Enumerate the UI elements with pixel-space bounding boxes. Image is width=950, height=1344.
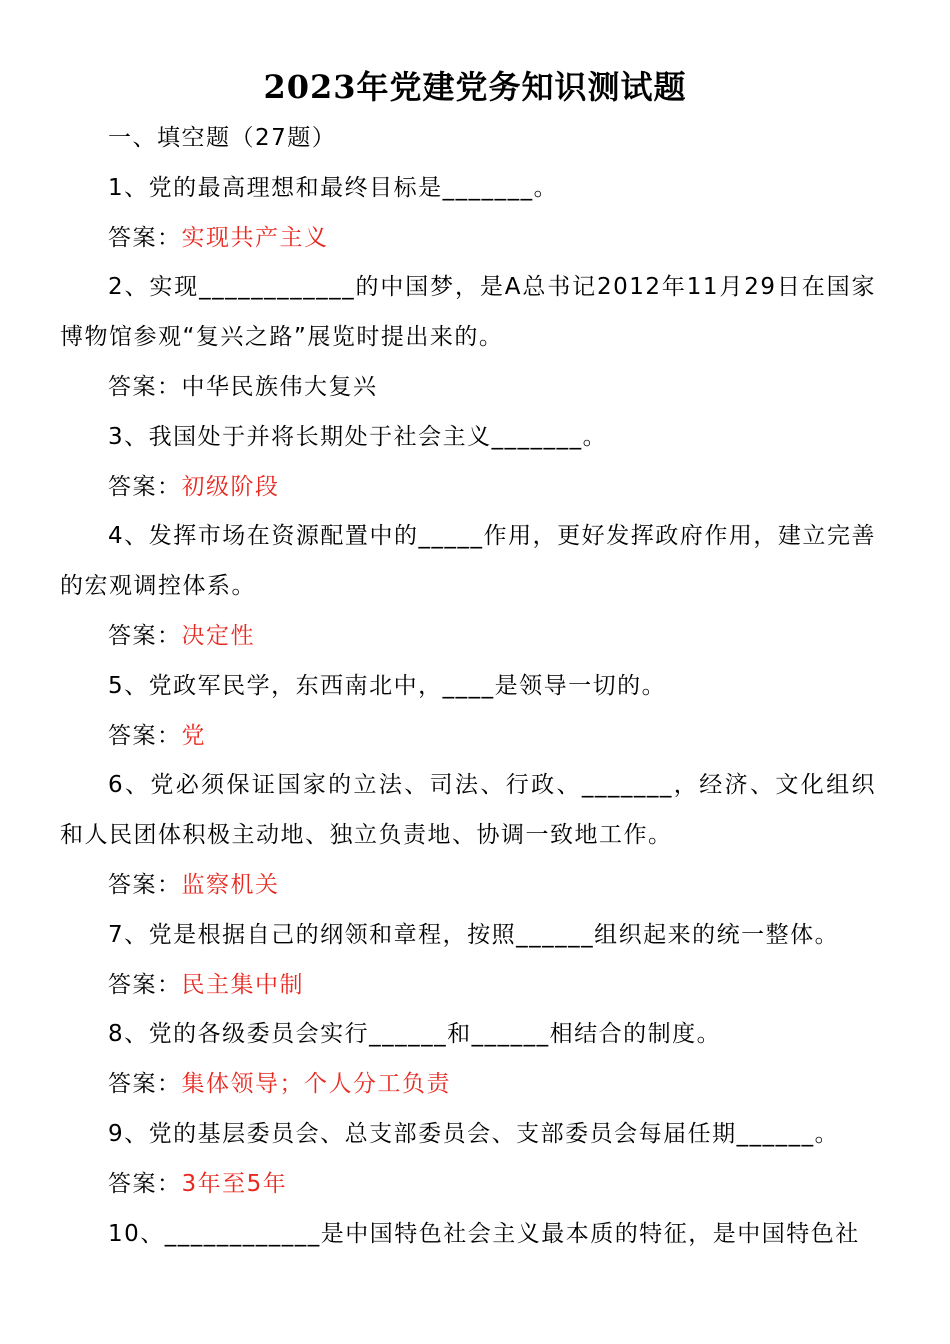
answer-8 bbox=[60, 1060, 876, 1110]
question-9: 9、党的基层委员会、总支部委员会、支部委员会每届任期______。 bbox=[108, 1120, 840, 1147]
question-3: 3、我国处于并将长期处于社会主义_______。 bbox=[108, 423, 608, 450]
answer-label: 答案： bbox=[108, 473, 182, 500]
answer-9 bbox=[60, 1160, 876, 1210]
answer-2 bbox=[60, 363, 876, 413]
answer-label: 答案： bbox=[108, 622, 182, 649]
answer-label: 答案： bbox=[108, 722, 182, 749]
answer-4 bbox=[60, 612, 876, 662]
answer-value: 3年至5年 bbox=[181, 1170, 288, 1197]
answer-label: 答案： bbox=[108, 971, 182, 998]
answer-value: 集体领导；个人分工负责 bbox=[181, 1071, 451, 1098]
answer-value: 决定性 bbox=[181, 622, 255, 649]
question-2: 2、实现____________的中国梦，是A总书记2012年11月29日在国家博物馆参观“复兴之路”展览时提出来的。 bbox=[60, 274, 876, 351]
answer-label: 答案： bbox=[108, 871, 182, 898]
answer-label: 答案： bbox=[108, 1071, 182, 1098]
section-heading: 一、填空题（27题） bbox=[108, 125, 337, 151]
answer-value: 初级阶段 bbox=[181, 473, 280, 500]
answer-7 bbox=[60, 961, 876, 1011]
question-7: 7、党是根据自己的纲领和章程，按照______组织起来的统一整体。 bbox=[108, 921, 840, 948]
answer-value: 民主集中制 bbox=[181, 971, 304, 998]
answer-value: 实现共产主义 bbox=[181, 224, 329, 251]
answer-label: 答案： bbox=[108, 373, 182, 400]
answer-value: 党 bbox=[181, 722, 206, 749]
question-5: 5、党政军民学，东西南北中，____是领导一切的。 bbox=[108, 672, 667, 699]
answer-3 bbox=[60, 463, 876, 513]
answer-label: 答案： bbox=[108, 1170, 182, 1197]
question-1: 1、党的最高理想和最终目标是_______。 bbox=[108, 174, 559, 201]
question-8: 8、党的各级委员会实行______和______相结合的制度。 bbox=[108, 1021, 722, 1048]
question-10: 10、____________是中国特色社会主义最本质的特征，是中国特色社 bbox=[108, 1220, 860, 1247]
document-title: 2023年党建党务知识测试题 bbox=[263, 68, 687, 106]
document-body bbox=[60, 114, 876, 1259]
answer-1 bbox=[60, 214, 876, 264]
answer-5 bbox=[60, 712, 876, 762]
answer-value: 中华民族伟大复兴 bbox=[181, 373, 378, 400]
answer-value: 监察机关 bbox=[181, 871, 280, 898]
answer-label: 答案： bbox=[108, 224, 182, 251]
answer-6 bbox=[60, 861, 876, 911]
question-4: 4、发挥市场在资源配置中的_____作用，更好发挥政府作用，建立完善的宏观调控体系。 bbox=[60, 523, 876, 600]
question-6: 6、党必须保证国家的立法、司法、行政、_______，经济、文化组织和人民团体积极主动地、独立负责地、协调一致地工作。 bbox=[60, 772, 876, 849]
